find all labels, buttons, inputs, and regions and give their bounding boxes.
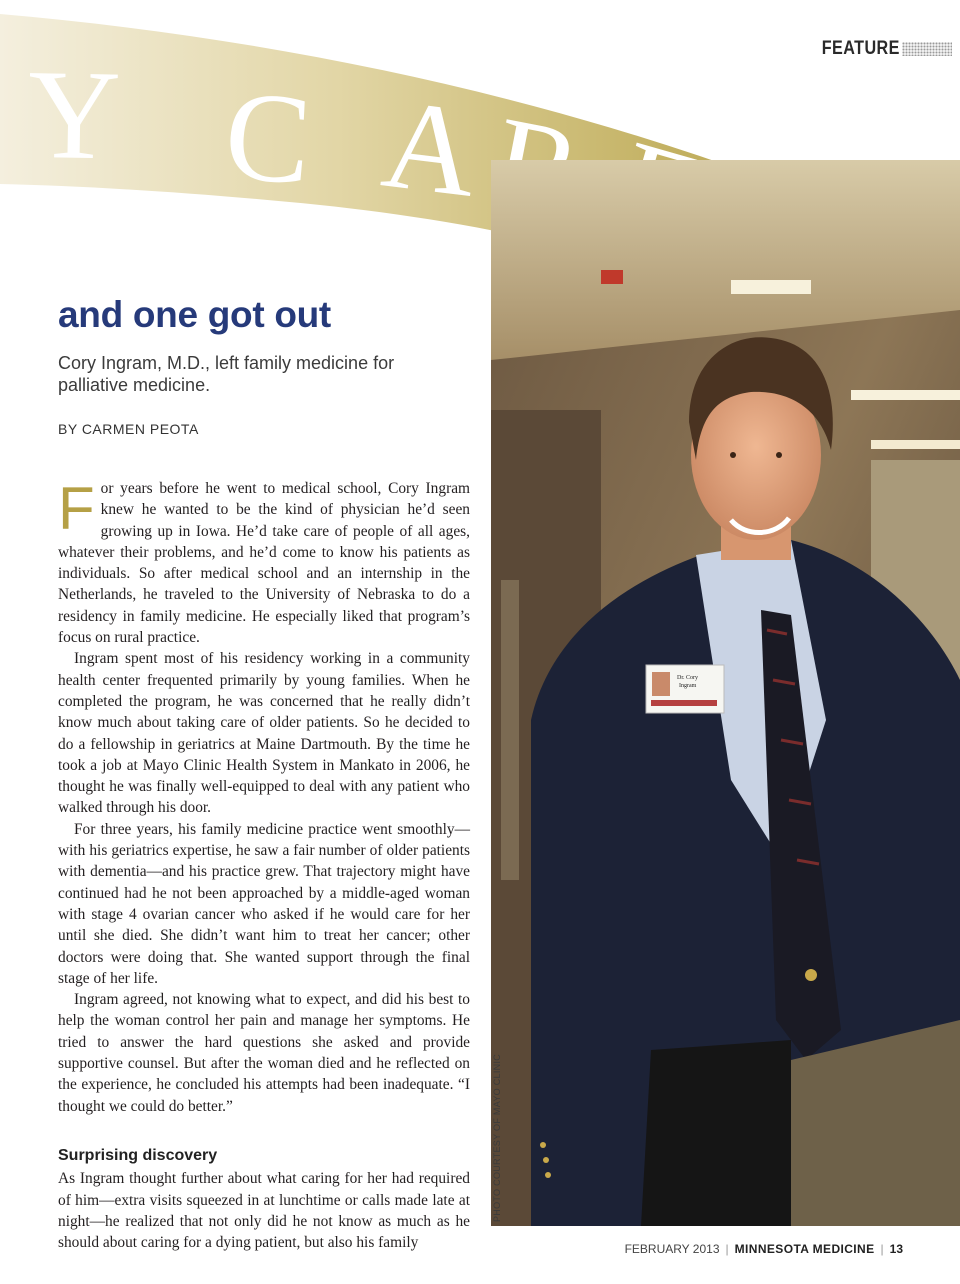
magazine-name: MINNESOTA MEDICINE	[734, 1242, 875, 1256]
banner-letter-2: C	[220, 63, 316, 212]
footer-separator: |	[880, 1242, 884, 1256]
article-deck: Cory Ingram, M.D., left family medicine for palliative medicine.	[58, 353, 395, 395]
badge-name-2: Ingram	[679, 683, 697, 689]
section-label-dots	[902, 42, 952, 56]
paragraph: For three years, his family medicine practice went smoothly—with his geriatrics expertise, he saw a fair number of older patients with dementia—and his practice grew. That trajectory might have continued had he not been approached by a middle-aged woman with stage 4 ovarian cancer who asked if he would care for her until she died. She didn’t want him to treat her cancer; other doctors were doing that. She wanted support through the final stage of her life.	[58, 820, 470, 987]
photo-credit: PHOTO COURTESY OF MAYO CLINIC	[492, 1053, 502, 1222]
paragraph: Ingram spent most of his residency working in a community health center frequented primarily by young families. When he completed the program, he was concerned that he really didn’t know much about taking care of older patients. So he decided to do a fellowship in geriatrics at Maine Dartmouth. By the time he took a job at Mayo Clinic Health System in Mankato in 2006, he thought he was finally well-equipped to deal with any patient who walked through his door.	[58, 650, 470, 817]
article-subhead: Surprising discovery	[58, 1146, 218, 1164]
doctor-photo	[491, 160, 960, 1226]
article-byline: BY CARMEN PEOTA	[58, 421, 199, 437]
article-body	[58, 475, 470, 1253]
section-label: FEATURE	[821, 38, 900, 59]
badge-name-1: Dr. Cory	[677, 675, 698, 681]
paragraph-text: or years before he went to medical school, Cory Ingram knew he wanted to be the kind of physician he’d seen growing up in Iowa. He’d take care of people of all ages, whatever their problems, and he’d come to know his patients as individuals. So after medical school and an internship in the Netherlands, he traveled to the University of Nebraska to do a residency in family medicine. He especially liked that program’s focus on rural practice.	[58, 480, 470, 647]
paragraph	[58, 475, 470, 648]
page-number: 13	[889, 1242, 903, 1256]
footer-separator: |	[725, 1242, 729, 1256]
issue-date: FEBRUARY 2013	[624, 1242, 720, 1256]
banner-letter-1: Y	[26, 42, 122, 187]
banner-letter-3: A	[375, 71, 485, 224]
drop-cap: F	[58, 475, 95, 542]
article-headline: and one got out	[58, 294, 331, 335]
paragraph: As Ingram thought further about what caring for her had required of him—extra visits squeezed in at lunchtime or calls made late at night—he realized that not only did he not know as much as he should about caring for a dying patient, but also his family	[58, 1170, 470, 1252]
paragraph: Ingram agreed, not knowing what to expect, and did his best to help the woman control her pain and manage her symptoms. He tried to answer the hard questions she asked and provide supportive counsel. But after the woman died and he reflected on the experience, he concluded his attempts had been inadequate. “I thought we could do better.”	[58, 991, 470, 1115]
page-footer	[625, 1242, 903, 1256]
